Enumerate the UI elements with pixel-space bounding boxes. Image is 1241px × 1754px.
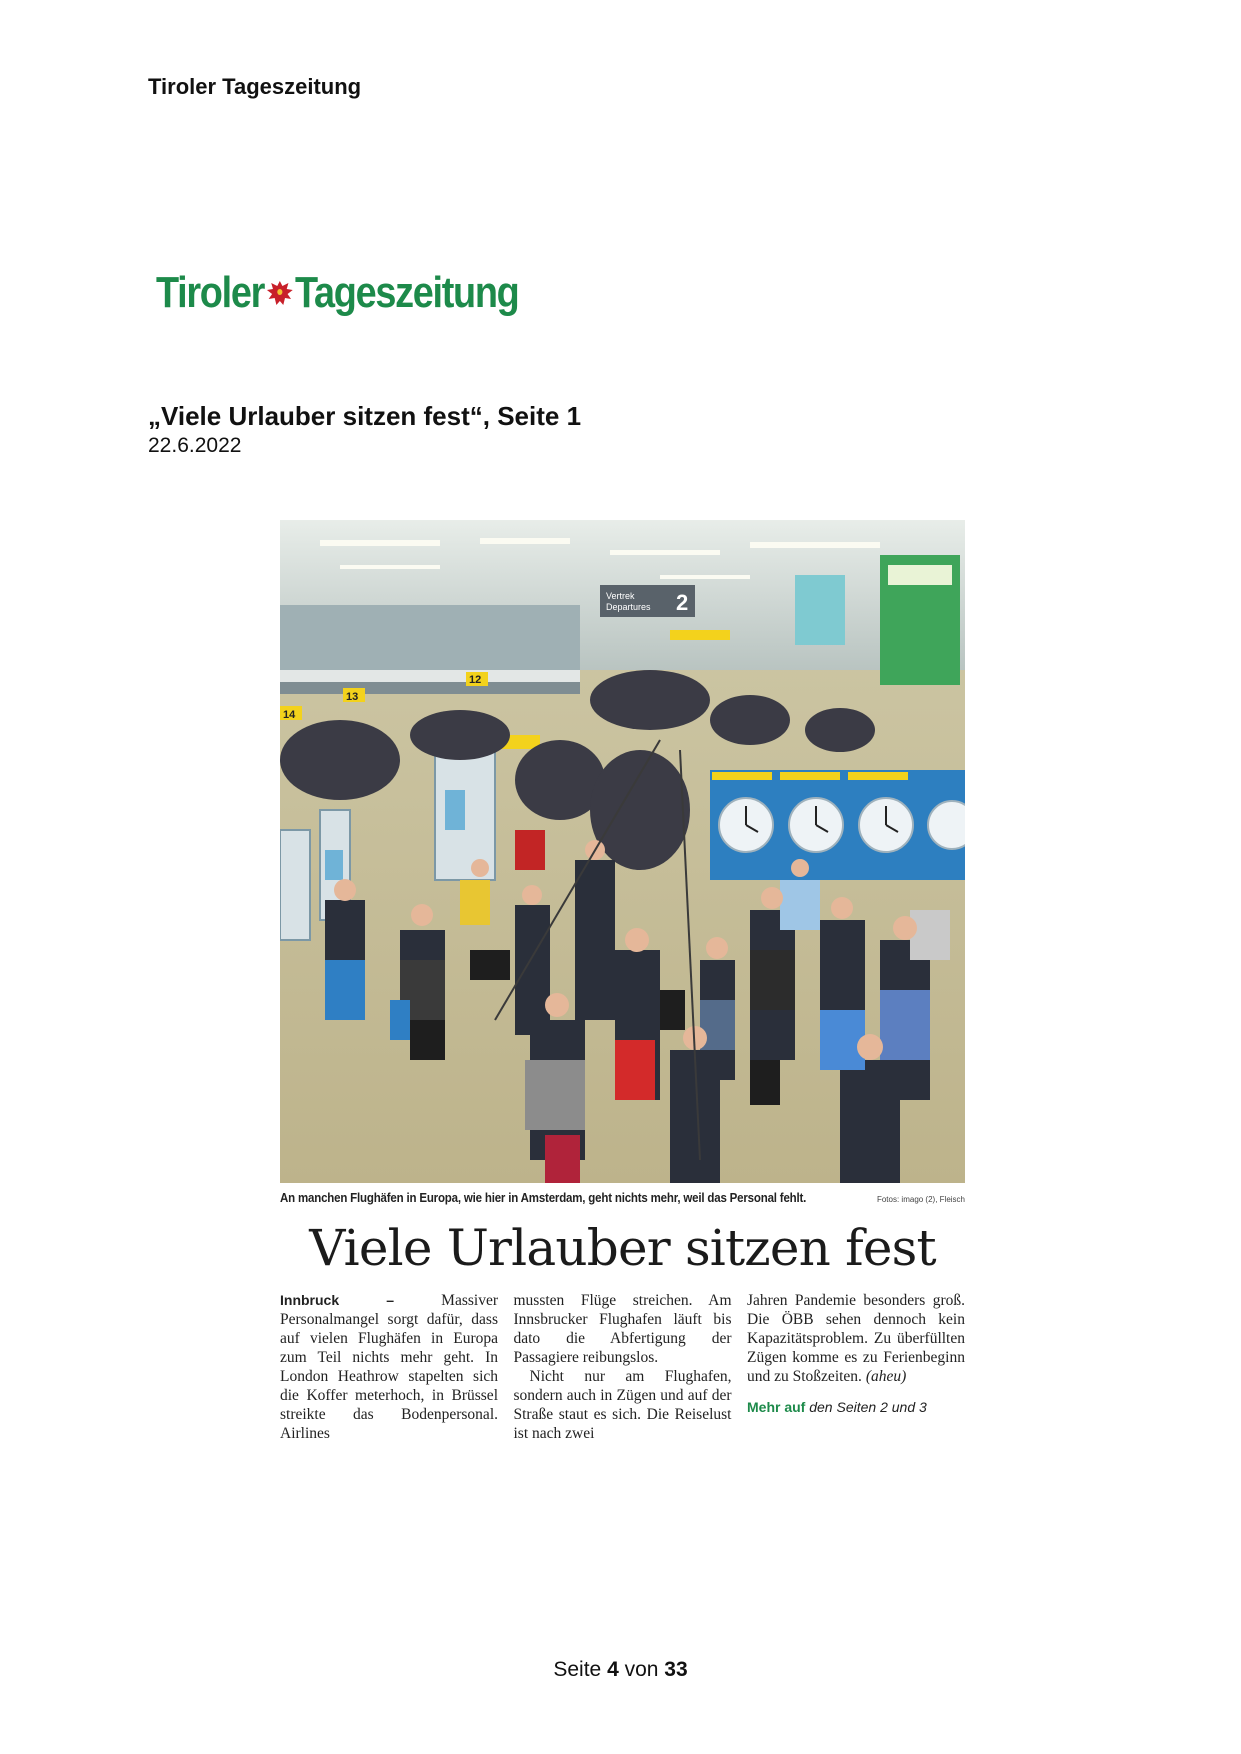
more-text: den Seiten 2 und 3: [809, 1399, 927, 1415]
logo-word-1: Tiroler: [156, 268, 265, 317]
footer-page-number: 4: [607, 1658, 619, 1681]
article-text-1: Massiver Personalmangel sorgt dafür, dass auf vielen Flughäfen in Europa zum Teil nichts mehr geht. In London Heathrow stapelten sich die Koffer meterhoch, in Brüssel streikte das Bodenpersonal. Airlines: [280, 1292, 498, 1442]
departures-sign-line-1: Vertrek: [606, 591, 635, 601]
header-source-title: Tiroler Tageszeitung: [148, 74, 362, 99]
airport-crowd-photo: [280, 520, 965, 1183]
article-byline: (aheu): [865, 1368, 907, 1385]
article-column-3: [747, 1291, 965, 1443]
document-title: „Viele Urlauber sitzen fest“, Seite 1: [148, 401, 582, 431]
row-sign-13: 13: [346, 691, 359, 703]
footer-total-pages: 33: [664, 1658, 688, 1681]
airport-terminal-illustration: [280, 520, 965, 1183]
article-dateline: Innbruck –: [280, 1292, 395, 1308]
photo-caption: An manchen Flughäfen in Europa, wie hier in Amsterdam, geht nichts mehr, weil das Personal fehlt.: [280, 1191, 807, 1205]
row-sign-14: 14: [283, 709, 296, 721]
document-date: 22.6.2022: [148, 434, 242, 457]
departures-sign-line-2: Departures: [606, 602, 651, 612]
article-paragraph-1: [280, 1291, 498, 1443]
newspaper-logo: [156, 264, 519, 322]
article-headline: Viele Urlauber sitzen fest: [309, 1219, 936, 1277]
article-paragraph-3: Nicht nur am Flughafen, sondern auch in Zügen und auf der Straße staut es sich. Die Reiselust ist nach zwei: [513, 1368, 732, 1442]
footer-middle: von: [624, 1658, 659, 1681]
tyrolean-eagle-icon: [266, 278, 294, 308]
row-sign-12: 12: [469, 674, 482, 686]
photo-caption-row: [280, 1191, 965, 1205]
article-columns: [280, 1291, 965, 1443]
page-footer: [0, 1658, 1241, 1682]
more-pages-reference: [747, 1398, 965, 1417]
article-column-2: [514, 1291, 732, 1443]
article-column-1: [280, 1291, 498, 1443]
logo-word-2: Tageszeitung: [294, 268, 519, 317]
departures-number: 2: [676, 590, 689, 615]
departure-clocks: [710, 770, 965, 880]
article-text-3: Jahren Pandemie besonders groß. Die ÖBB sehen dennoch kein Kapazitätsproblem. Zu überfüllten Zügen komme es zu Ferienbeginn und zu Stoßzeiten.: [747, 1292, 965, 1385]
footer-prefix: Seite: [553, 1658, 602, 1681]
article-paragraph-4: [747, 1291, 965, 1386]
photo-credit: Fotos: imago (2), Fleisch: [876, 1195, 965, 1204]
more-label: Mehr auf: [747, 1399, 806, 1415]
newspaper-clipping: [280, 520, 965, 1443]
article-paragraph-2: mussten Flüge streichen. Am Innsbrucker Flughafen läuft bis dato die Abfertigung der Passagiere reibungslos.: [513, 1292, 732, 1366]
